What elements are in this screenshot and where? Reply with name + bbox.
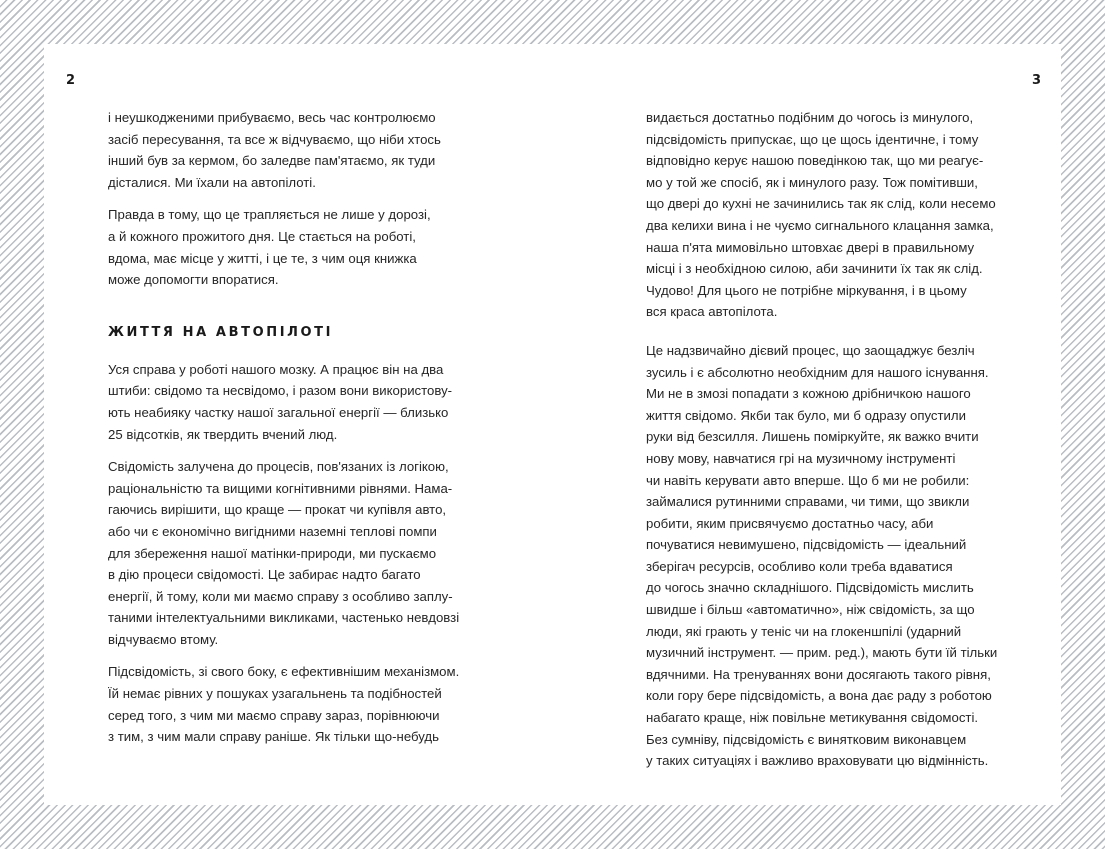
text-line: робити, яким присвячуємо достатньо часу, аби [646, 515, 934, 531]
text-line: Правда в тому, що це трапляється не лише у дорозі, [108, 207, 431, 223]
text-line: вдячними. На тренуваннях вони досягають такого рівня, [646, 666, 991, 682]
text-line: музичний інструмент. — прим. ред.), мають бути їй тільки [646, 645, 998, 661]
text-line: з тим, з чим мали справу раніше. Як тільки що-небудь [108, 729, 439, 745]
text-line: люди, які грають у теніс чи на глокеншпілі (ударний [646, 623, 962, 639]
text-line: і неушкодженими прибуваємо, весь час контролюємо [108, 110, 436, 125]
text-line: або чи є економічно вигідними наземні теплові помпи [108, 523, 437, 539]
text-line: інший був за кермом, бо заледве пам'ятаємо, як туди [108, 153, 436, 169]
text-line: відповідно керує нашою поведінкою так, що ми реагує- [646, 153, 984, 169]
text-line: почуватися невимушено, підсвідомість — ідеальний [646, 537, 967, 553]
right-page-column [646, 107, 1016, 783]
text-line: Чудово! Для цього не потрібне міркування, і в цьому [646, 282, 967, 298]
text-line: 25 відсотків, як твердить вчений люд. [108, 426, 338, 442]
paragraph [646, 340, 1016, 772]
text-line: для збереження нашої матінки-природи, ми пускаємо [108, 545, 437, 561]
text-line: руки від безсилля. Лишень поміркуйте, як важко вчити [646, 429, 979, 445]
section-heading: ЖИТТЯ НА АВТОПІЛОТІ [108, 324, 334, 340]
text-line: раціональністю та вищими когнітивними рівнями. Нама- [108, 480, 453, 496]
text-line: видається достатньо подібним до чогось із минулого, [646, 110, 974, 125]
text-line: місці і з необхідною силою, аби зачинити їх так як слід. [646, 261, 983, 277]
text-line: штиби: свідомо та несвідомо, і разом вони використову- [108, 383, 453, 399]
text-line: Ми не в змозі попадати з кожною дрібничкою нашого [646, 386, 971, 402]
paragraph [108, 661, 476, 747]
text-line: таними інтелектуальними викликами, частенько невдовзі [108, 610, 460, 626]
text-line: гаючись вирішити, що краще — прокат чи купівля авто, [108, 502, 447, 518]
book-spread [44, 44, 1061, 805]
text-line: Свідомість залучена до процесів, пов'язаних із логікою, [108, 459, 449, 475]
paragraph [646, 107, 1016, 323]
text-line: енергії, й тому, коли ми маємо справу з особливо заплу- [108, 588, 453, 604]
text-line: займалися рутинними справами, чи тими, що звикли [646, 494, 970, 510]
page-number-left: 2 [66, 73, 76, 88]
text-line: вдома, має місце у житті, і це те, з чим оця книжка [108, 250, 417, 266]
text-line: коли гору бере підсвідомість, а вона дає раду з роботою [646, 688, 992, 704]
text-line: мо у той же спосіб, як і минулого разу. Тож помітивши, [646, 174, 978, 190]
text-line: нову мову, навчатися грі на музичному інструменті [646, 450, 956, 466]
text-line: у таких ситуаціях і важливо враховувати цю відмінність. [646, 753, 989, 769]
text-line: засіб пересування, та все ж відчуваємо, що ніби хтось [108, 131, 441, 147]
text-line: підсвідомість припускає, що це щось ідентичне, і тому [646, 131, 979, 147]
text-line: Їй немає рівних у пошуках узагальнень та подібностей [108, 686, 442, 702]
text-line: Підсвідомість, зі свого боку, є ефективнішим механізмом. [108, 664, 460, 680]
text-line: вся краса автопілота. [646, 304, 778, 320]
text-line: серед того, з чим ми маємо справу зараз, порівнюючи [108, 707, 440, 723]
page-number-right: 3 [1031, 73, 1041, 88]
text-line: відчуваємо втому. [108, 631, 219, 647]
text-line: набагато краще, ніж повільне метикування свідомості. [646, 710, 979, 726]
text-line: зберігач ресурсів, особливо коли треба вдаватися [646, 558, 953, 574]
paragraph [108, 107, 476, 193]
text-line: може допомогти впоратися. [108, 272, 279, 288]
text-line: дісталися. Ми їхали на автопілоті. [108, 174, 316, 190]
paragraph [108, 204, 476, 290]
text-line: що двері до кухні не зачинились так як слід, коли несемо [646, 196, 996, 212]
text-line: швидше і більш «автоматично», ніж свідомість, за що [646, 602, 975, 618]
text-line: два келихи вина і не чуємо сигнального клацання замка, [646, 217, 994, 233]
text-line: Уся справа у роботі нашого мозку. А працює він на два [108, 361, 444, 377]
paragraph [108, 456, 476, 650]
text-line: Без сумніву, підсвідомість є винятковим виконавцем [646, 731, 967, 747]
text-line: в дію процеси свідомості. Це забирає надто багато [108, 567, 421, 583]
text-line: наша п'ята мимовільно штовхає двері в правильному [646, 239, 975, 255]
text-line: до чогось значно складнішого. Підсвідомість мислить [646, 580, 974, 596]
text-line: Це надзвичайно дієвий процес, що заощаджує безліч [646, 342, 975, 358]
left-page-column [108, 107, 476, 759]
paragraph [108, 359, 476, 445]
text-line: ють неабияку частку нашої загальної енергії — близько [108, 404, 449, 420]
text-line: чи навіть керувати авто вперше. Що б ми не робили: [646, 472, 970, 488]
text-line: а й кожного прожитого дня. Це стається на роботі, [108, 228, 416, 244]
text-line: життя свідомо. Якби так було, ми б одразу опустили [646, 407, 966, 423]
text-line: зусиль і є абсолютно необхідним для нашого існування. [646, 364, 989, 380]
